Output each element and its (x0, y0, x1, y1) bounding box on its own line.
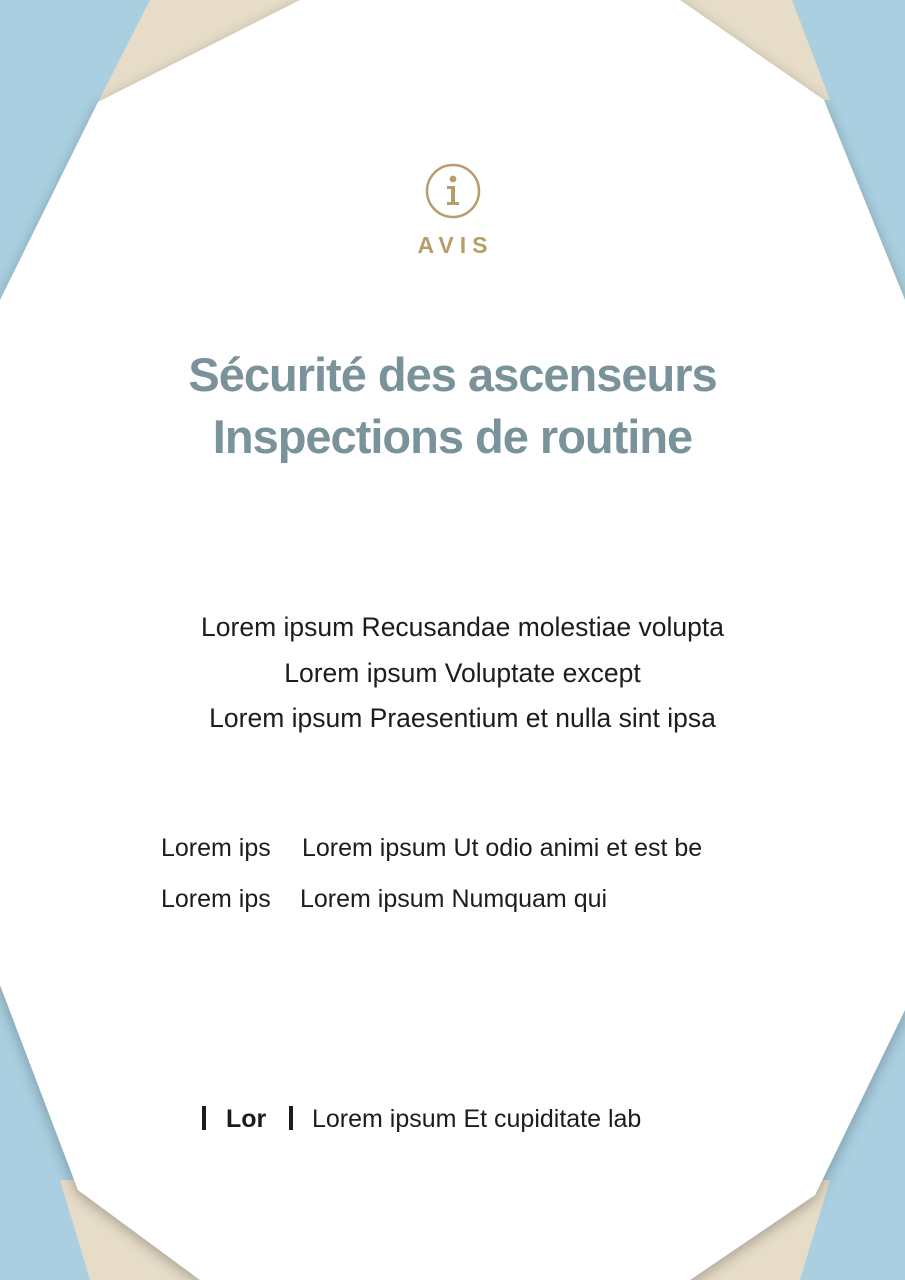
intro-line: Lorem ipsum Voluptate except (284, 657, 641, 688)
notice-label: AVIS (417, 232, 494, 258)
page-title (0, 344, 905, 468)
footer-text: Lorem ipsum Et cupiditate lab (312, 1105, 642, 1133)
detail-value: Lorem ipsum Ut odio animi et est be (302, 834, 703, 862)
title-line-1: Sécurité des ascenseurs (188, 348, 717, 401)
detail-key: Lorem ips (161, 885, 271, 913)
intro-paragraph (10, 605, 905, 742)
notice-badge (0, 162, 905, 225)
divider-bar (289, 1106, 293, 1130)
divider-bar (202, 1106, 206, 1130)
info-icon (424, 162, 482, 220)
detail-key: Lorem ips (161, 834, 271, 862)
footer-label: Lor (226, 1105, 267, 1133)
title-line-2: Inspections de routine (212, 410, 693, 463)
intro-line: Lorem ipsum Recusandae molestiae volupta (201, 612, 724, 642)
intro-line: Lorem ipsum Praesentium et nulla sint ipsa (209, 703, 716, 733)
detail-value: Lorem ipsum Numquam qui (300, 885, 608, 913)
